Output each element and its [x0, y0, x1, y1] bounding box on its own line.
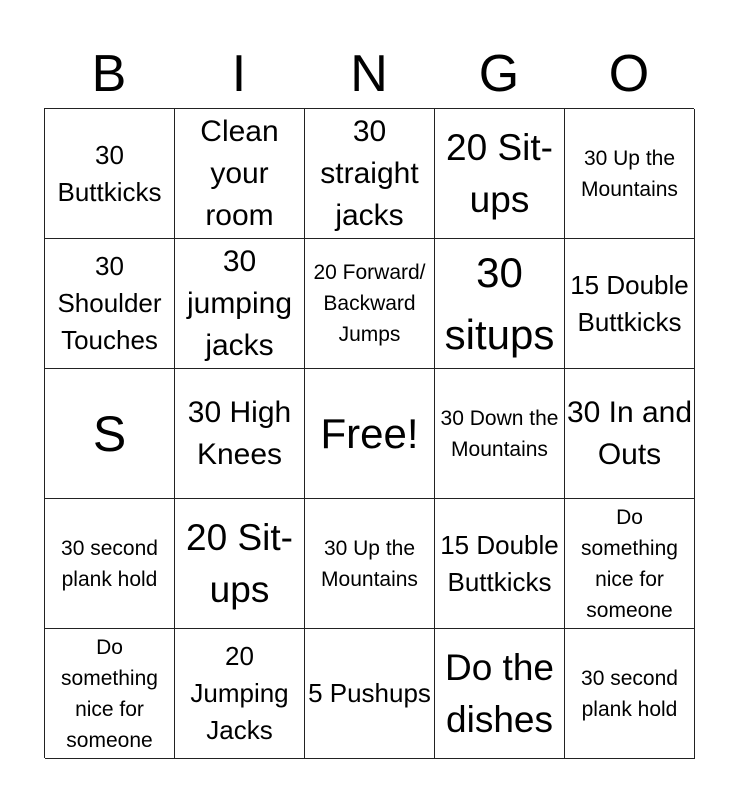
cell-text: 30 second plank hold	[61, 536, 158, 591]
cell-text: 20 Jumping Jacks	[190, 641, 289, 745]
bingo-cell-free[interactable]	[305, 369, 435, 499]
cell-text: 30 In and Outs	[566, 395, 693, 471]
bingo-cell-r4c4[interactable]	[435, 499, 565, 629]
cell-text: 20 Sit-ups	[186, 516, 293, 610]
bingo-cell-r1c5[interactable]	[565, 109, 695, 239]
cell-text: 30 Up the Mountains	[581, 146, 678, 201]
cell-text: 30 Up the Mountains	[321, 536, 418, 591]
bingo-cell-r4c2[interactable]	[175, 499, 305, 629]
bingo-cell-r2c4[interactable]	[435, 239, 565, 369]
header-letter-o: O	[608, 45, 650, 103]
bingo-cell-r3c1[interactable]	[45, 369, 175, 499]
bingo-cell-r4c5[interactable]	[565, 499, 695, 629]
cell-text: 30 High Knees	[187, 395, 292, 471]
bingo-cell-r3c4[interactable]	[435, 369, 565, 499]
cell-text: Do something nice for someone	[581, 505, 678, 622]
cell-text: 30 straight jacks	[320, 114, 419, 232]
cell-text: 30 second plank hold	[581, 666, 678, 721]
bingo-cell-r3c5[interactable]	[565, 369, 695, 499]
bingo-cell-r1c2[interactable]	[175, 109, 305, 239]
cell-text: 15 Double Buttkicks	[570, 269, 689, 337]
bingo-cell-r1c3[interactable]	[305, 109, 435, 239]
bingo-cell-r2c1[interactable]	[45, 239, 175, 369]
cell-text: 15 Double Buttkicks	[440, 529, 559, 597]
cell-text: Do something nice for someone	[61, 635, 158, 752]
cell-text: 20 Sit-ups	[446, 126, 553, 220]
bingo-header	[44, 40, 694, 108]
cell-text: Free!	[320, 409, 419, 457]
bingo-cell-r1c4[interactable]	[435, 109, 565, 239]
bingo-cell-r1c1[interactable]	[45, 109, 175, 239]
header-letter-g: G	[478, 45, 520, 103]
bingo-cell-r2c5[interactable]	[565, 239, 695, 369]
bingo-cell-r5c5[interactable]	[565, 629, 695, 759]
bingo-cell-r5c2[interactable]	[175, 629, 305, 759]
cell-text: 30 Shoulder Touches	[57, 251, 162, 355]
header-letter-i: I	[231, 45, 247, 103]
bingo-cell-r5c1[interactable]	[45, 629, 175, 759]
cell-text: S	[92, 405, 127, 462]
bingo-cell-r2c3[interactable]	[305, 239, 435, 369]
cell-text: 5 Pushups	[308, 678, 431, 708]
bingo-cell-r4c1[interactable]	[45, 499, 175, 629]
cell-text: 30 Down the Mountains	[440, 406, 559, 461]
header-letter-n: N	[350, 45, 388, 103]
bingo-cell-r5c3[interactable]	[305, 629, 435, 759]
cell-text: Clean your room	[200, 114, 279, 232]
cell-text: 30 situps	[444, 248, 555, 358]
header-letter-b: B	[91, 45, 127, 103]
bingo-cell-r2c2[interactable]	[175, 239, 305, 369]
cell-text: 30 jumping jacks	[186, 244, 293, 362]
bingo-board	[44, 108, 694, 758]
bingo-cell-r4c3[interactable]	[305, 499, 435, 629]
bingo-cell-r5c4[interactable]	[435, 629, 565, 759]
bingo-cell-r3c2[interactable]	[175, 369, 305, 499]
cell-text: 30 Buttkicks	[57, 139, 162, 207]
cell-text: Do the dishes	[444, 646, 554, 740]
cell-text: 20 Forward/ Backward Jumps	[313, 261, 426, 346]
